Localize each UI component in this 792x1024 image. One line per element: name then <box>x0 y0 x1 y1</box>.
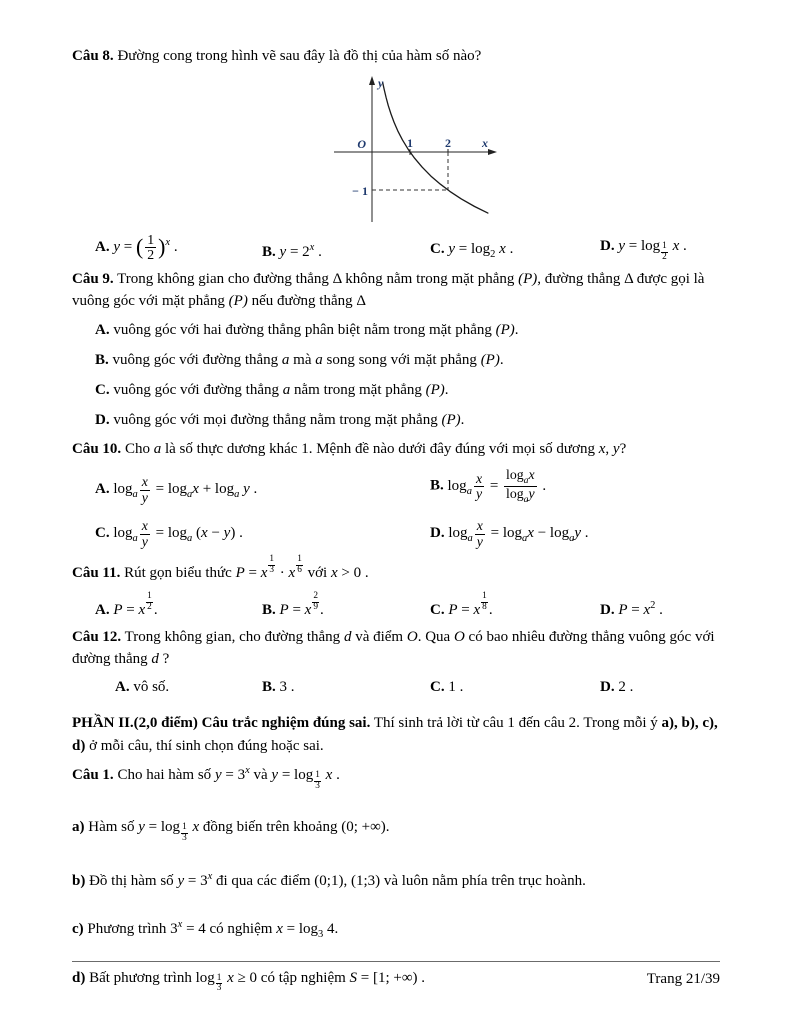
question-8-option-b <box>262 241 430 263</box>
question-10 <box>72 439 720 461</box>
question-9-label: Câu 9. <box>72 270 114 287</box>
option-content-c: 1 . <box>448 679 464 696</box>
x-axis-arrow <box>488 149 497 155</box>
question-10-label: Câu 10. <box>72 441 122 458</box>
question-12-option-a <box>115 677 262 698</box>
question-10-option-c <box>95 519 430 549</box>
function-graph <box>322 74 502 226</box>
question-12-option-c <box>430 677 600 698</box>
y-axis-label: y <box>378 75 384 90</box>
option-label-d: D. <box>600 679 615 696</box>
option-content-b: $\log_a$ $\frac{x}{y}$ = $\frac{\log_ax}{\log_ay}$ . <box>447 467 547 505</box>
part2-q1-item-a: a) Hàm số y = log $\frac{1}{3}$ x đồng biến trên khoảng (0; +∞). <box>72 818 390 843</box>
part2-question-1 <box>72 763 720 792</box>
option-label-a: A. <box>95 601 110 618</box>
log-curve <box>383 82 488 213</box>
option-label-d: D. <box>600 601 615 618</box>
option-label-a: A. <box>95 481 110 498</box>
option-content-c: $y = \log_2 x$ . <box>448 241 514 261</box>
question-8-label: Câu 8. <box>72 48 114 64</box>
origin-label: O <box>357 136 366 151</box>
part2-q1-item-c: c) Phương trình $3^x = 4$ có nghiệm $x = \log_3 4$. <box>72 919 339 941</box>
option-content-d: vuông góc với mọi đường thẳng nằm trong mặt phẳng (P). <box>113 411 465 428</box>
option-content-d: $P = x^2$ . <box>618 599 663 618</box>
option-label-b: B. <box>95 352 109 369</box>
option-content-a: vuông góc với hai đường thẳng phân biệt nằm trong mặt phẳng (P). <box>113 322 519 339</box>
question-12-option-d <box>600 677 720 698</box>
option-label-b: B. <box>262 679 276 696</box>
option-label-b: B. <box>262 243 276 260</box>
option-label-d: D. <box>600 238 615 255</box>
question-12-text: Trong không gian, cho đường thẳng d và điểm O. Qua O có bao nhiêu đường thẳng vuông góc với đường thẳng d ? <box>72 628 715 667</box>
option-label-c: C. <box>95 381 110 398</box>
question-11-option-b <box>262 592 430 621</box>
option-content-b: 3 . <box>279 679 295 696</box>
x-tick-2-label: 2 <box>445 135 451 150</box>
option-content-c: P = x $\frac{1}{8}$ . <box>448 591 493 618</box>
option-content-a: vô số. <box>133 679 170 696</box>
question-8-options <box>72 233 720 263</box>
question-10-option-a <box>95 475 430 505</box>
question-10-text: Cho a là số thực dương khác 1. Mệnh đề nào dưới đây đúng với mọi số dương x, y? <box>124 441 627 458</box>
option-content-d: $\log_a$ $\frac{x}{y}$ = $\log_ax - \log_ay$ . <box>448 518 589 549</box>
question-12 <box>72 627 720 671</box>
question-10-option-d <box>430 519 720 549</box>
option-content-a: P = x $\frac{1}{2}$ . <box>113 591 158 618</box>
x-axis-label: x <box>482 135 488 150</box>
question-12-label: Câu 12. <box>72 628 122 645</box>
question-11-option-d <box>600 599 720 621</box>
option-content-b: vuông góc với đường thẳng a mà a song song với mặt phẳng (P). <box>112 352 504 369</box>
part2-q1-item-b: b) Đồ thị hàm số $y = 3^x$ đi qua các điểm (0;1), (1;3) và luôn nằm phía trên trục hoành. <box>72 870 586 889</box>
question-8-figure <box>322 74 502 226</box>
option-label-c: C. <box>430 601 445 618</box>
question-9-option-c <box>72 380 720 402</box>
question-8-option-c <box>430 239 600 263</box>
question-10-option-b <box>430 468 720 505</box>
question-9 <box>72 269 720 313</box>
question-11-option-a <box>95 592 262 621</box>
question-8 <box>72 46 720 68</box>
question-9-option-d <box>72 410 720 432</box>
question-11 <box>72 555 720 585</box>
option-label-a: A. <box>95 322 110 339</box>
option-content-a: $\log_a$ $\frac{x}{y}$ = $\log_ax + \log_a y$ . <box>113 473 258 505</box>
question-12-options <box>72 677 720 698</box>
y-tick-neg1-label: − 1 <box>352 183 368 198</box>
option-content-d: 2 . <box>618 679 634 696</box>
option-label-a: A. <box>95 238 110 255</box>
question-9-option-a <box>72 320 720 342</box>
option-content-c: vuông góc với đường thẳng a nằm trong mặt phẳng (P). <box>113 381 449 398</box>
question-9-option-b <box>72 350 720 372</box>
option-content-b: $y = 2^x$ . <box>279 241 322 260</box>
part2-question-1-label: Câu 1. <box>72 767 114 784</box>
page-number: Trang 21/39 <box>646 971 720 987</box>
option-content-a: y = ( $\frac{1}{2}$ )$^x$ . <box>113 231 178 263</box>
option-label-c: C. <box>95 525 110 542</box>
question-11-option-c <box>430 592 600 621</box>
option-label-d: D. <box>430 525 445 542</box>
question-8-text: Đường cong trong hình vẽ sau đây là đồ thị của hàm số nào? <box>117 48 482 64</box>
question-11-label: Câu 11. <box>72 565 121 582</box>
option-content-c: $\log_a$ $\frac{x}{y}$ = $\log_a (x - y)$ . <box>113 518 243 549</box>
x-tick-1-label: 1 <box>407 135 413 150</box>
question-9-text: Trong không gian cho đường thẳng Δ không nằm trong mặt phẳng (P), đường thẳng Δ được gọi là vuông góc với mặt phẳng (P) nếu đường thẳng Δ <box>72 270 705 309</box>
option-content-d: y = log $\frac{1}{2}$ x . <box>618 238 687 263</box>
option-label-a: A. <box>115 679 130 696</box>
question-8-option-d <box>600 236 720 263</box>
question-11-options <box>72 592 720 621</box>
option-label-c: C. <box>430 679 445 696</box>
question-8-option-a <box>95 233 262 263</box>
y-axis-arrow <box>369 76 375 85</box>
option-label-b: B. <box>430 477 444 494</box>
part2-question-1-text: Cho hai hàm số $y = 3^x$ và y = log $\frac{1}{3}$ x . <box>117 765 340 792</box>
option-label-d: D. <box>95 411 110 428</box>
part2-heading: PHẦN II.(2,0 điểm) Câu trắc nghiệm đúng sai. Thí sinh trả lời từ câu 1 đến câu 2. Trong mỗi ý a), b), c), d) ở mỗi câu, thí sinh chọn đúng hoặc sai. <box>72 715 718 754</box>
question-10-options <box>72 468 720 549</box>
option-label-b: B. <box>262 601 276 618</box>
option-label-c: C. <box>430 241 445 258</box>
footer-divider <box>72 961 720 962</box>
part2-q1-item-d: d) Bất phương trình log $\frac{1}{3}$ x ≥ 0 có tập nghiệm S = [1; +∞) . <box>72 969 426 994</box>
option-content-b: P = x $\frac{2}{9}$ . <box>279 591 324 618</box>
question-12-option-b <box>262 677 430 698</box>
question-11-text: Rút gọn biểu thức P = x $\frac{1}{3}$ · x $\frac{1}{6}$ với x > 0 . <box>124 554 369 582</box>
